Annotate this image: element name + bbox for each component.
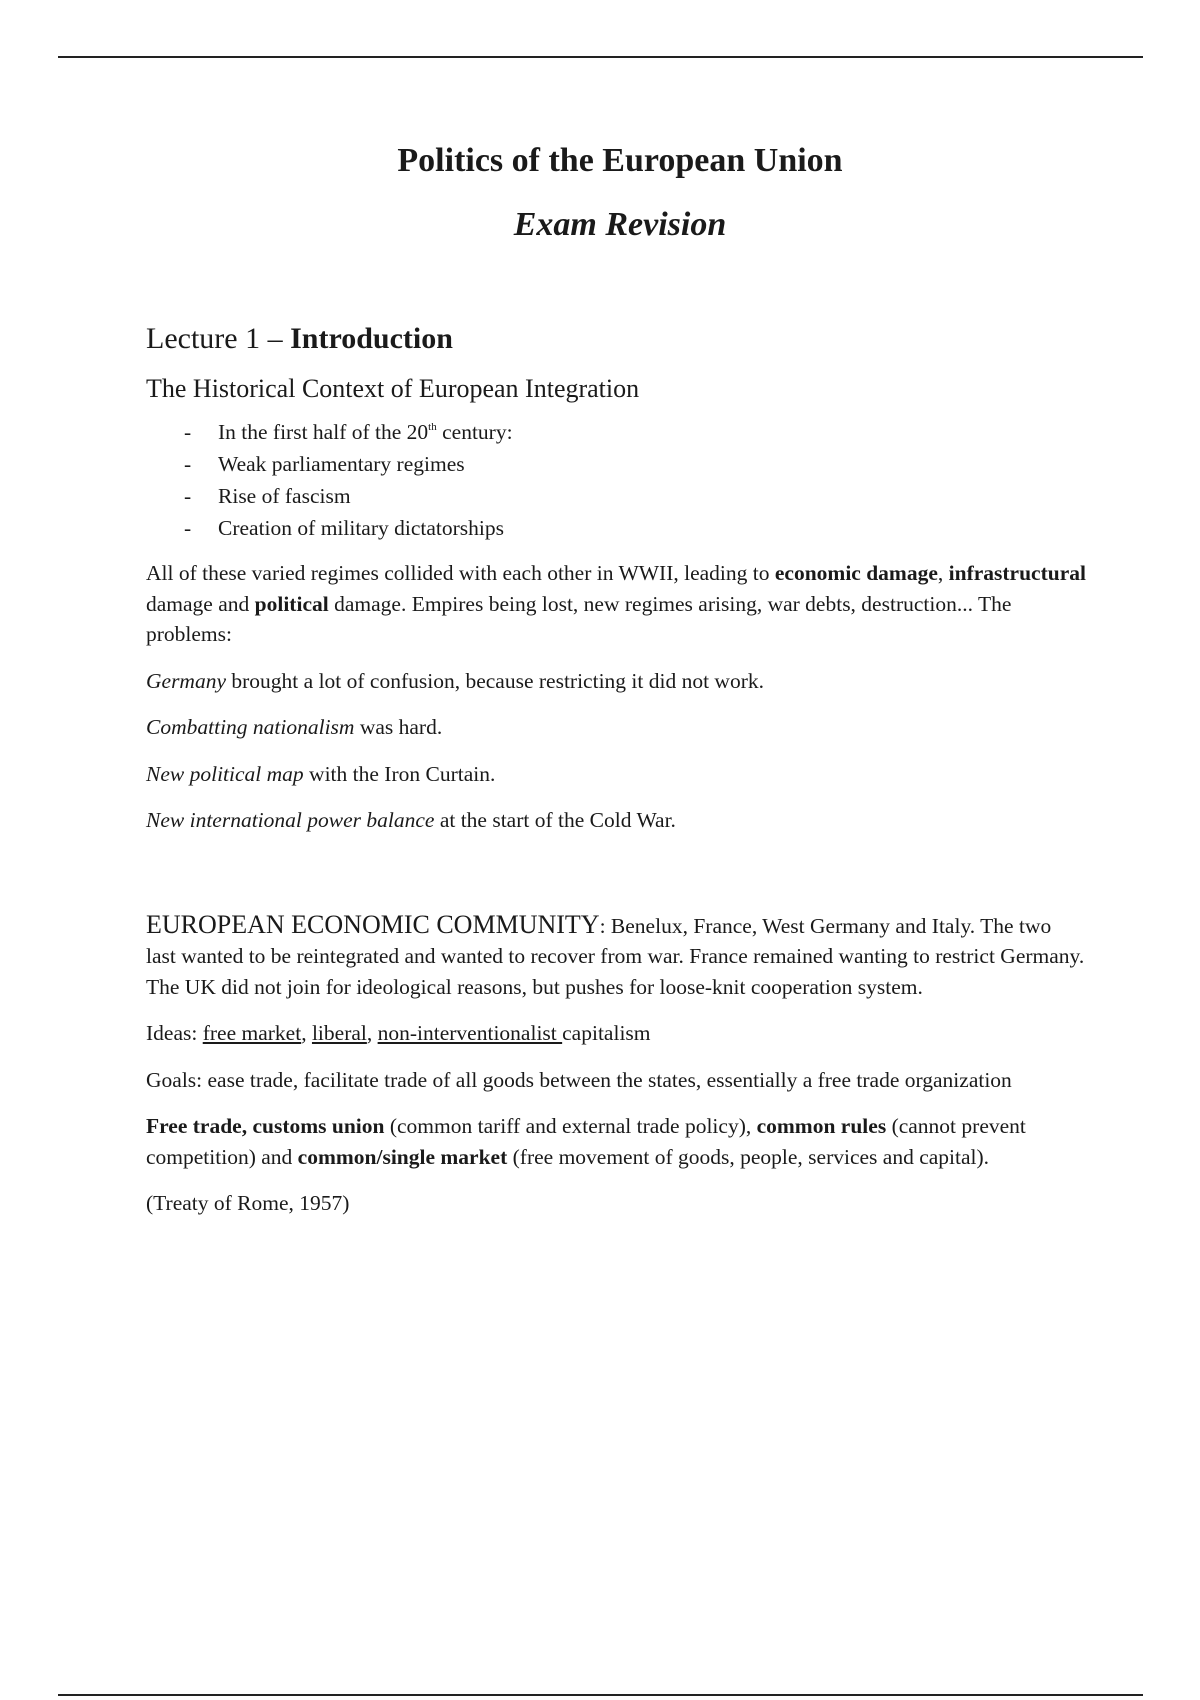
dash-marker: - — [184, 452, 192, 476]
text-run: at the start of the Cold War. — [434, 808, 676, 832]
list-item — [146, 416, 1086, 448]
list-item — [146, 512, 1086, 544]
dash-marker: - — [184, 516, 192, 540]
text-run: , — [937, 561, 949, 585]
paragraph-ww2 — [146, 558, 1086, 650]
list-item-text: In the first half of the 20 — [218, 420, 429, 444]
text-run: (common tariff and external trade policy), — [384, 1114, 757, 1138]
dash-marker: - — [184, 484, 192, 508]
italic-term: New political map — [146, 761, 304, 786]
superscript: th — [428, 421, 437, 433]
paragraph-eec — [146, 910, 1086, 1003]
text-run: , — [366, 1021, 378, 1045]
bold-term: infrastructural — [948, 561, 1086, 585]
eec-heading: EUROPEAN ECONOMIC COMMUNITY — [146, 909, 600, 939]
text-run: : Benelux, France, West Germany and Italy. The two last wanted to be reintegrated and wanted to recover from war. France remained wanting to restrict Germany. The UK did not join for ideological reasons, but pushes for loose-knit cooperation system. — [146, 913, 1085, 999]
section-title: The Historical Context of European Integration — [146, 374, 640, 403]
text-run: with the Iron Curtain. — [303, 761, 496, 786]
bold-term: common/single market — [297, 1144, 508, 1169]
text-run: was hard. — [354, 715, 443, 739]
top-rule — [58, 56, 1143, 58]
bold-term: political — [254, 591, 329, 616]
underlined-term: free market — [202, 1021, 302, 1045]
italic-term: Germany — [146, 668, 227, 693]
underlined-term: non-interventionalist — [377, 1021, 563, 1045]
list-item-text: Weak parliamentary regimes — [218, 452, 465, 476]
text-run: All of these varied regimes collided with each other in WWII, leading to — [146, 561, 775, 585]
text-run: (cannot prevent competition) and — [146, 1114, 1026, 1169]
lecture-heading — [146, 322, 1086, 356]
paragraph-treaty: (Treaty of Rome, 1957) — [146, 1191, 350, 1215]
bottom-rule — [58, 1694, 1143, 1696]
bullet-list — [146, 416, 1086, 544]
text-run: Ideas: — [146, 1021, 203, 1045]
text-run: , — [301, 1021, 312, 1045]
italic-term: New international power balance — [146, 808, 435, 832]
paragraph-free-trade — [146, 1111, 1086, 1172]
problem-germany — [146, 666, 1086, 697]
problem-nationalism — [146, 712, 1086, 743]
problem-power-balance — [146, 805, 1086, 836]
text-run: brought a lot of confusion, because restricting it did not work. — [226, 668, 764, 693]
document-title: Politics of the European Union — [397, 142, 843, 179]
bold-term: Free trade, customs union — [146, 1114, 385, 1138]
section-spacer — [146, 852, 1086, 910]
document-body — [146, 322, 1086, 1235]
italic-term: Combatting nationalism — [146, 715, 355, 739]
list-item-text: Creation of military dictatorships — [218, 516, 505, 540]
paragraph-goals: Goals: ease trade, facilitate trade of all goods between the states, essentially a free trade organization — [146, 1067, 1012, 1092]
paragraph-ideas — [146, 1018, 1086, 1049]
text-run: (free movement of goods, people, services and capital). — [507, 1144, 990, 1169]
list-item-text: century: — [436, 420, 513, 444]
list-item — [146, 480, 1086, 512]
text-run: damage and — [146, 591, 255, 616]
document-subtitle: Exam Revision — [513, 206, 727, 243]
lecture-prefix: Lecture 1 – — [146, 322, 291, 355]
problem-political-map — [146, 759, 1086, 790]
list-item-text: Rise of fascism — [218, 484, 351, 508]
bold-term: economic damage — [774, 561, 938, 585]
dash-marker: - — [184, 420, 192, 444]
text-run: capitalism — [562, 1021, 651, 1045]
list-item — [146, 448, 1086, 480]
text-run: damage. Empires being lost, new regimes arising, war debts, destruction... The problems: — [146, 591, 1012, 646]
bold-term: common rules — [756, 1114, 887, 1138]
lecture-name: Introduction — [290, 322, 453, 355]
underlined-term: liberal — [311, 1021, 367, 1045]
